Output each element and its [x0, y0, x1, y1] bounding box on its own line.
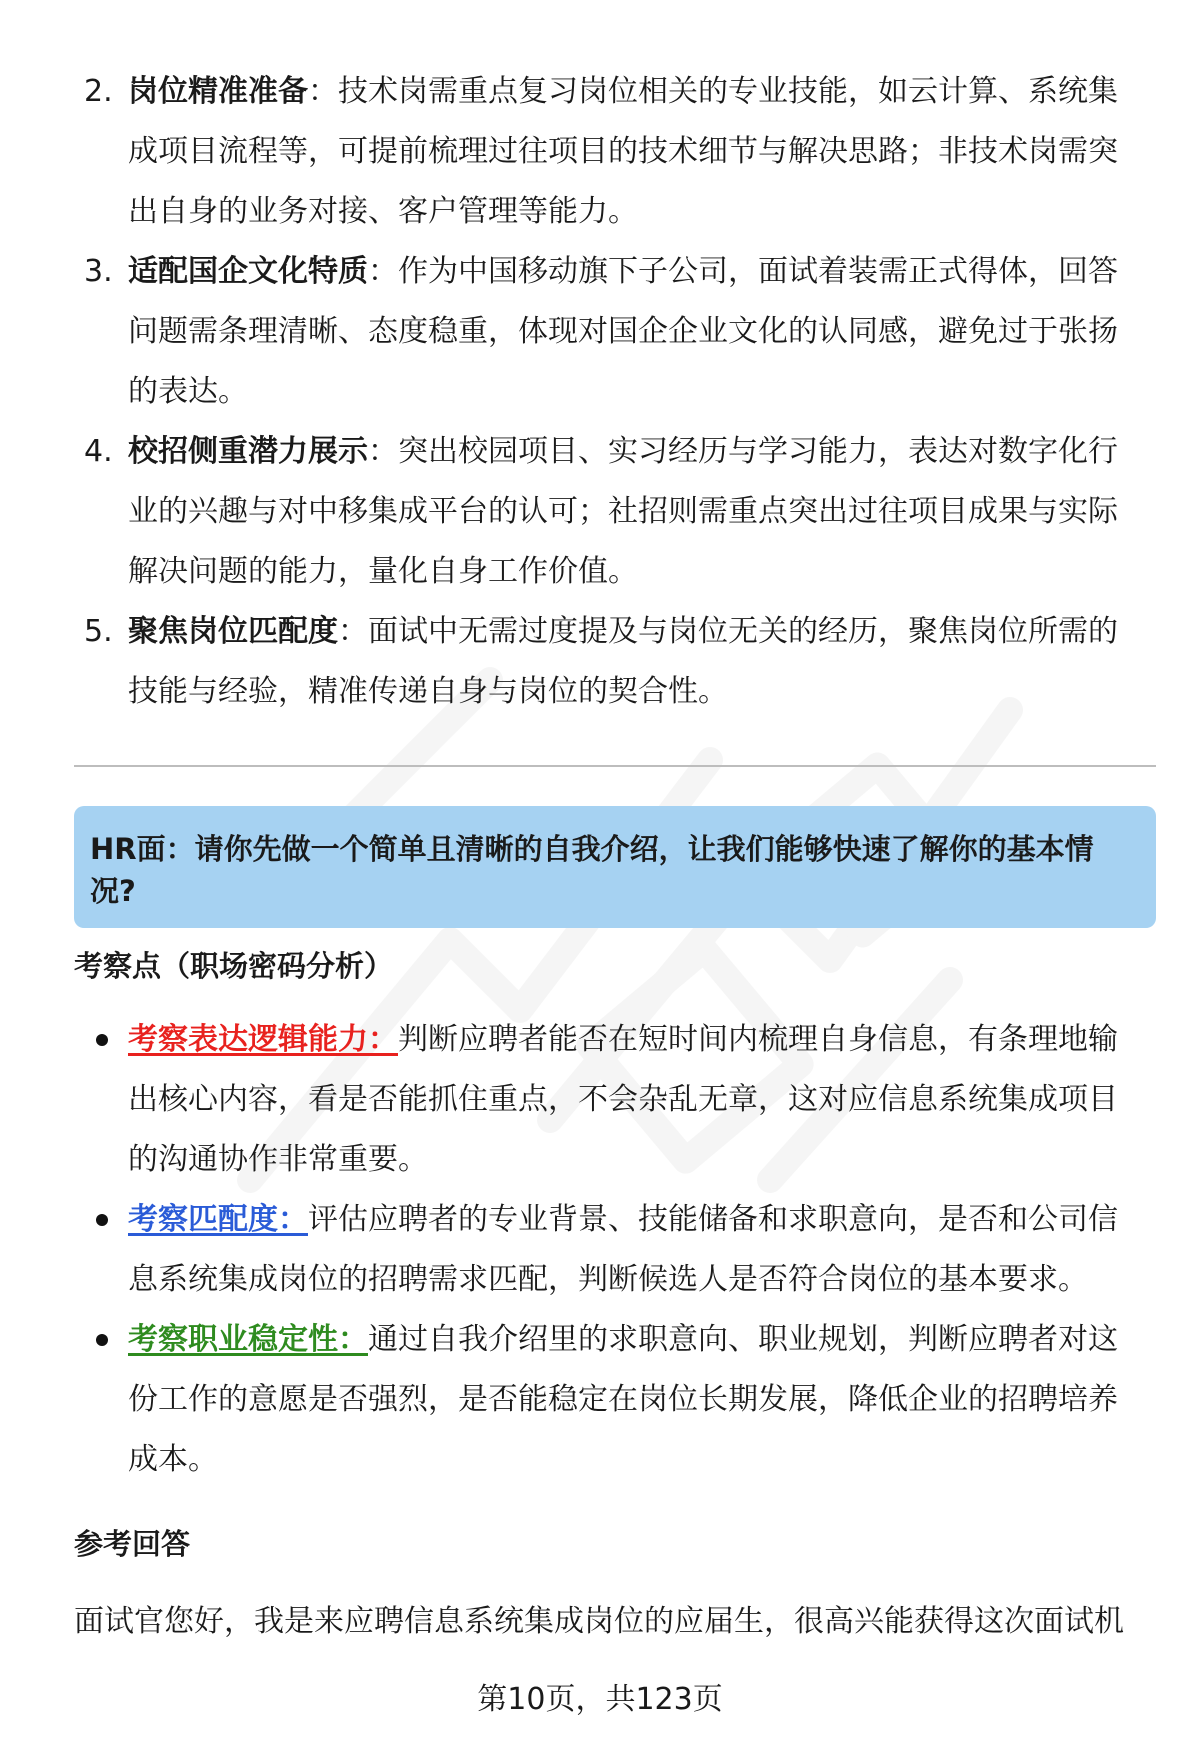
list-item	[74, 1190, 1154, 1310]
list-item	[74, 1310, 1154, 1490]
page-footer: 第10页，共123页	[477, 1682, 723, 1717]
item-separator: ：	[368, 254, 398, 289]
bullet-text: 通过自我介绍里的求职意向、职业规划，判断应聘者对这份工作的意愿是否强烈，是否能稳定在岗位长期发展，降低企业的招聘培养成本。	[128, 1322, 1118, 1477]
list-item	[74, 242, 1154, 422]
bullet-keyword: 考察匹配度：	[128, 1202, 308, 1237]
section-title: 考察点（职场密码分析）	[74, 949, 394, 983]
item-title: 校招侧重潜力展示	[128, 434, 368, 469]
item-text: 作为中国移动旗下子公司，面试着装需正式得体，回答问题需条理清晰、态度稳重，体现对国企企业文化的认同感，避免过于张扬的表达。	[128, 254, 1118, 409]
bullet-icon	[74, 1310, 128, 1490]
bullet-keyword: 考察表达逻辑能力：	[128, 1022, 398, 1057]
item-text: 面试中无需过度提及与岗位无关的经历，聚焦岗位所需的技能与经验，精准传递自身与岗位的契合性。	[128, 614, 1118, 709]
answer-text: 面试官您好，我是来应聘信息系统集成岗位的应届生，很高兴能获得这次面试机	[74, 1604, 1124, 1639]
item-number: 4.	[84, 434, 113, 469]
bullet-text: 评估应聘者的专业背景、技能储备和求职意向，是否和公司信息系统集成岗位的招聘需求匹配，判断候选人是否符合岗位的基本要求。	[128, 1202, 1118, 1297]
question-box	[74, 806, 1156, 928]
item-number: 2.	[84, 74, 113, 109]
item-text: 技术岗需重点复习岗位相关的专业技能，如云计算、系统集成项目流程等，可提前梳理过往项目的技术细节与解决思路；非技术岗需突出自身的业务对接、客户管理等能力。	[128, 74, 1118, 229]
item-text: 突出校园项目、实习经历与学习能力，表达对数字化行业的兴趣与对中移集成平台的认可；社招则需重点突出过往项目成果与实际解决问题的能力，量化自身工作价值。	[128, 434, 1118, 589]
question-text: HR面：请你先做一个简单且清晰的自我介绍，让我们能够快速了解你的基本情况?	[90, 832, 1094, 908]
answer-title: 参考回答	[74, 1527, 191, 1561]
item-number: 3.	[84, 254, 113, 289]
item-title: 聚焦岗位匹配度	[128, 614, 338, 649]
item-title: 适配国企文化特质	[128, 254, 368, 289]
list-item	[74, 62, 1154, 242]
list-item	[74, 1010, 1154, 1190]
bullet-keyword: 考察职业稳定性：	[128, 1322, 368, 1357]
bullet-text: 判断应聘者能否在短时间内梳理自身信息，有条理地输出核心内容，看是否能抓住重点，不会杂乱无章，这对应信息系统集成项目的沟通协作非常重要。	[128, 1022, 1118, 1177]
list-item	[74, 422, 1154, 602]
item-number: 5.	[84, 614, 113, 649]
bullet-icon	[74, 1190, 128, 1310]
list-item	[74, 602, 1154, 722]
item-title: 岗位精准准备	[128, 74, 308, 109]
tips-numbered-list	[74, 62, 1154, 722]
bullet-icon	[74, 1010, 128, 1190]
section-divider	[74, 765, 1156, 767]
item-separator: ：	[338, 614, 368, 649]
assessment-bullet-list	[74, 1010, 1154, 1490]
item-separator: ：	[368, 434, 398, 469]
item-separator: ：	[308, 74, 338, 109]
